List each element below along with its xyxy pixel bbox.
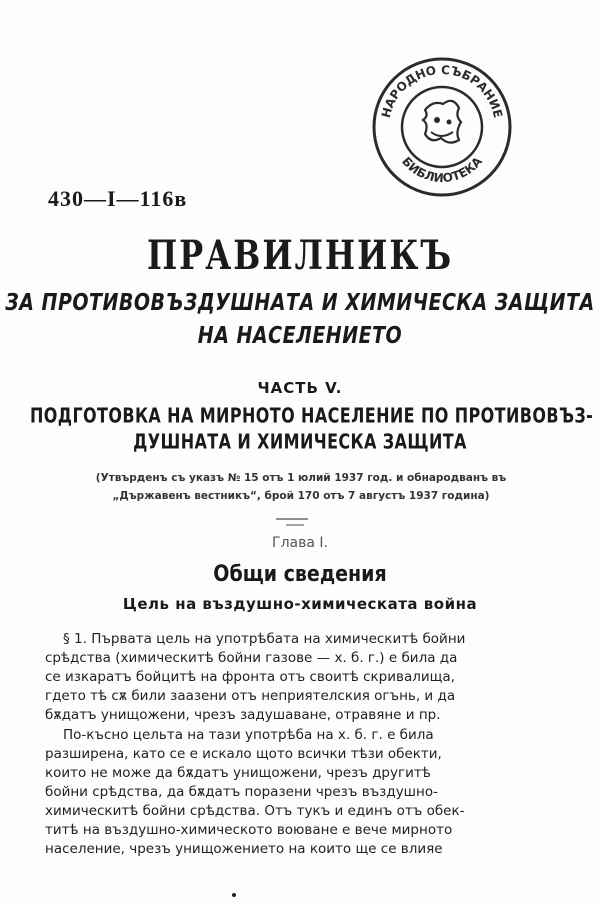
paragraph-line: бѫдатъ унищожени, чрезъ задушаване, отравяне и пр.: [45, 707, 441, 723]
approval-note-line-2: „Държавенъ вестникъ“, брой 170 отъ 7 августъ 1937 година): [112, 490, 490, 502]
paragraph-1: [45, 630, 565, 725]
paragraph-line: население, чрезъ унищожението на които ще се влияе: [45, 841, 443, 857]
subtitle-line-2: НА НАСЕЛЕНИЕТО: [197, 322, 403, 350]
scan-mark: [276, 518, 308, 520]
paragraph-line: разширена, като се е искало щото всички тѣзи обекти,: [45, 746, 442, 762]
library-stamp: [367, 52, 517, 202]
svg-text:НАРОДНО СЪБРАНИЕ: [379, 63, 505, 119]
paragraph-line: § 1. Първата цель на употрѣбата на химическитѣ бойни: [63, 631, 466, 647]
subtitle-line-1: ЗА ПРОТИВОВЪЗДУШНАТА И ХИМИЧЕСКА ЗАЩИТА: [5, 289, 595, 317]
call-number: 430—I—116в: [48, 186, 188, 211]
paragraph-line: гдето тѣ сѫ били заазени отъ неприятелския огънь, и да: [45, 688, 456, 704]
stamp-text-bottom: БИБЛИОТЕКА: [399, 154, 485, 186]
paragraph-line: бойни срѣдства, да бѫдатъ поразени чрезъ въздушно-: [45, 784, 438, 800]
document-title: ПРАВИЛНИКЪ: [146, 231, 454, 279]
paragraph-line: се изкаратъ бойцитѣ на фронта отъ своитѣ скривалища,: [45, 669, 455, 685]
part-label: ЧАСТЬ V.: [257, 379, 343, 397]
stamp-text-top: НАРОДНО СЪБРАНИЕ: [378, 62, 506, 120]
part-title-line-2: ДУШНАТА И ХИМИЧЕСКА ЗАЩИТА: [133, 429, 467, 454]
svg-text:БИБЛИОТЕКА: [399, 154, 485, 185]
paragraph-line: химическитѣ бойни срѣдства. Отъ тукъ и единъ отъ обек-: [45, 803, 465, 819]
scan-mark: [232, 893, 236, 897]
paragraph-2: [45, 726, 565, 859]
scan-mark: [286, 524, 304, 526]
paragraph-line: които не може да бѫдатъ унищожени, чрезъ другитѣ: [45, 765, 431, 781]
approval-note-line-1: (Утвърденъ съ указъ № 15 отъ 1 юлий 1937 год. и обнародванъ въ: [95, 472, 507, 484]
subsection-title: Цель на въздушно-химическата война: [122, 595, 478, 613]
section-title: Общи сведения: [213, 561, 387, 587]
part-title-line-1: ПОДГОТОВКА НА МИРНОТО НАСЕЛЕНИЕ ПО ПРОТИВОВЪЗ-: [30, 403, 594, 428]
paragraph-line: титѣ на въздушно-химическото воюване е вече мирното: [45, 822, 453, 838]
paragraph-line: По-късно цельта на тази употрѣба на х. б. г. е била: [63, 727, 434, 743]
coat-of-arms-icon: [423, 101, 461, 143]
chapter-label: Глава I.: [272, 535, 328, 551]
paragraph-line: срѣдства (химическитѣ бойни газове — х. б. г.) е била да: [45, 650, 458, 666]
